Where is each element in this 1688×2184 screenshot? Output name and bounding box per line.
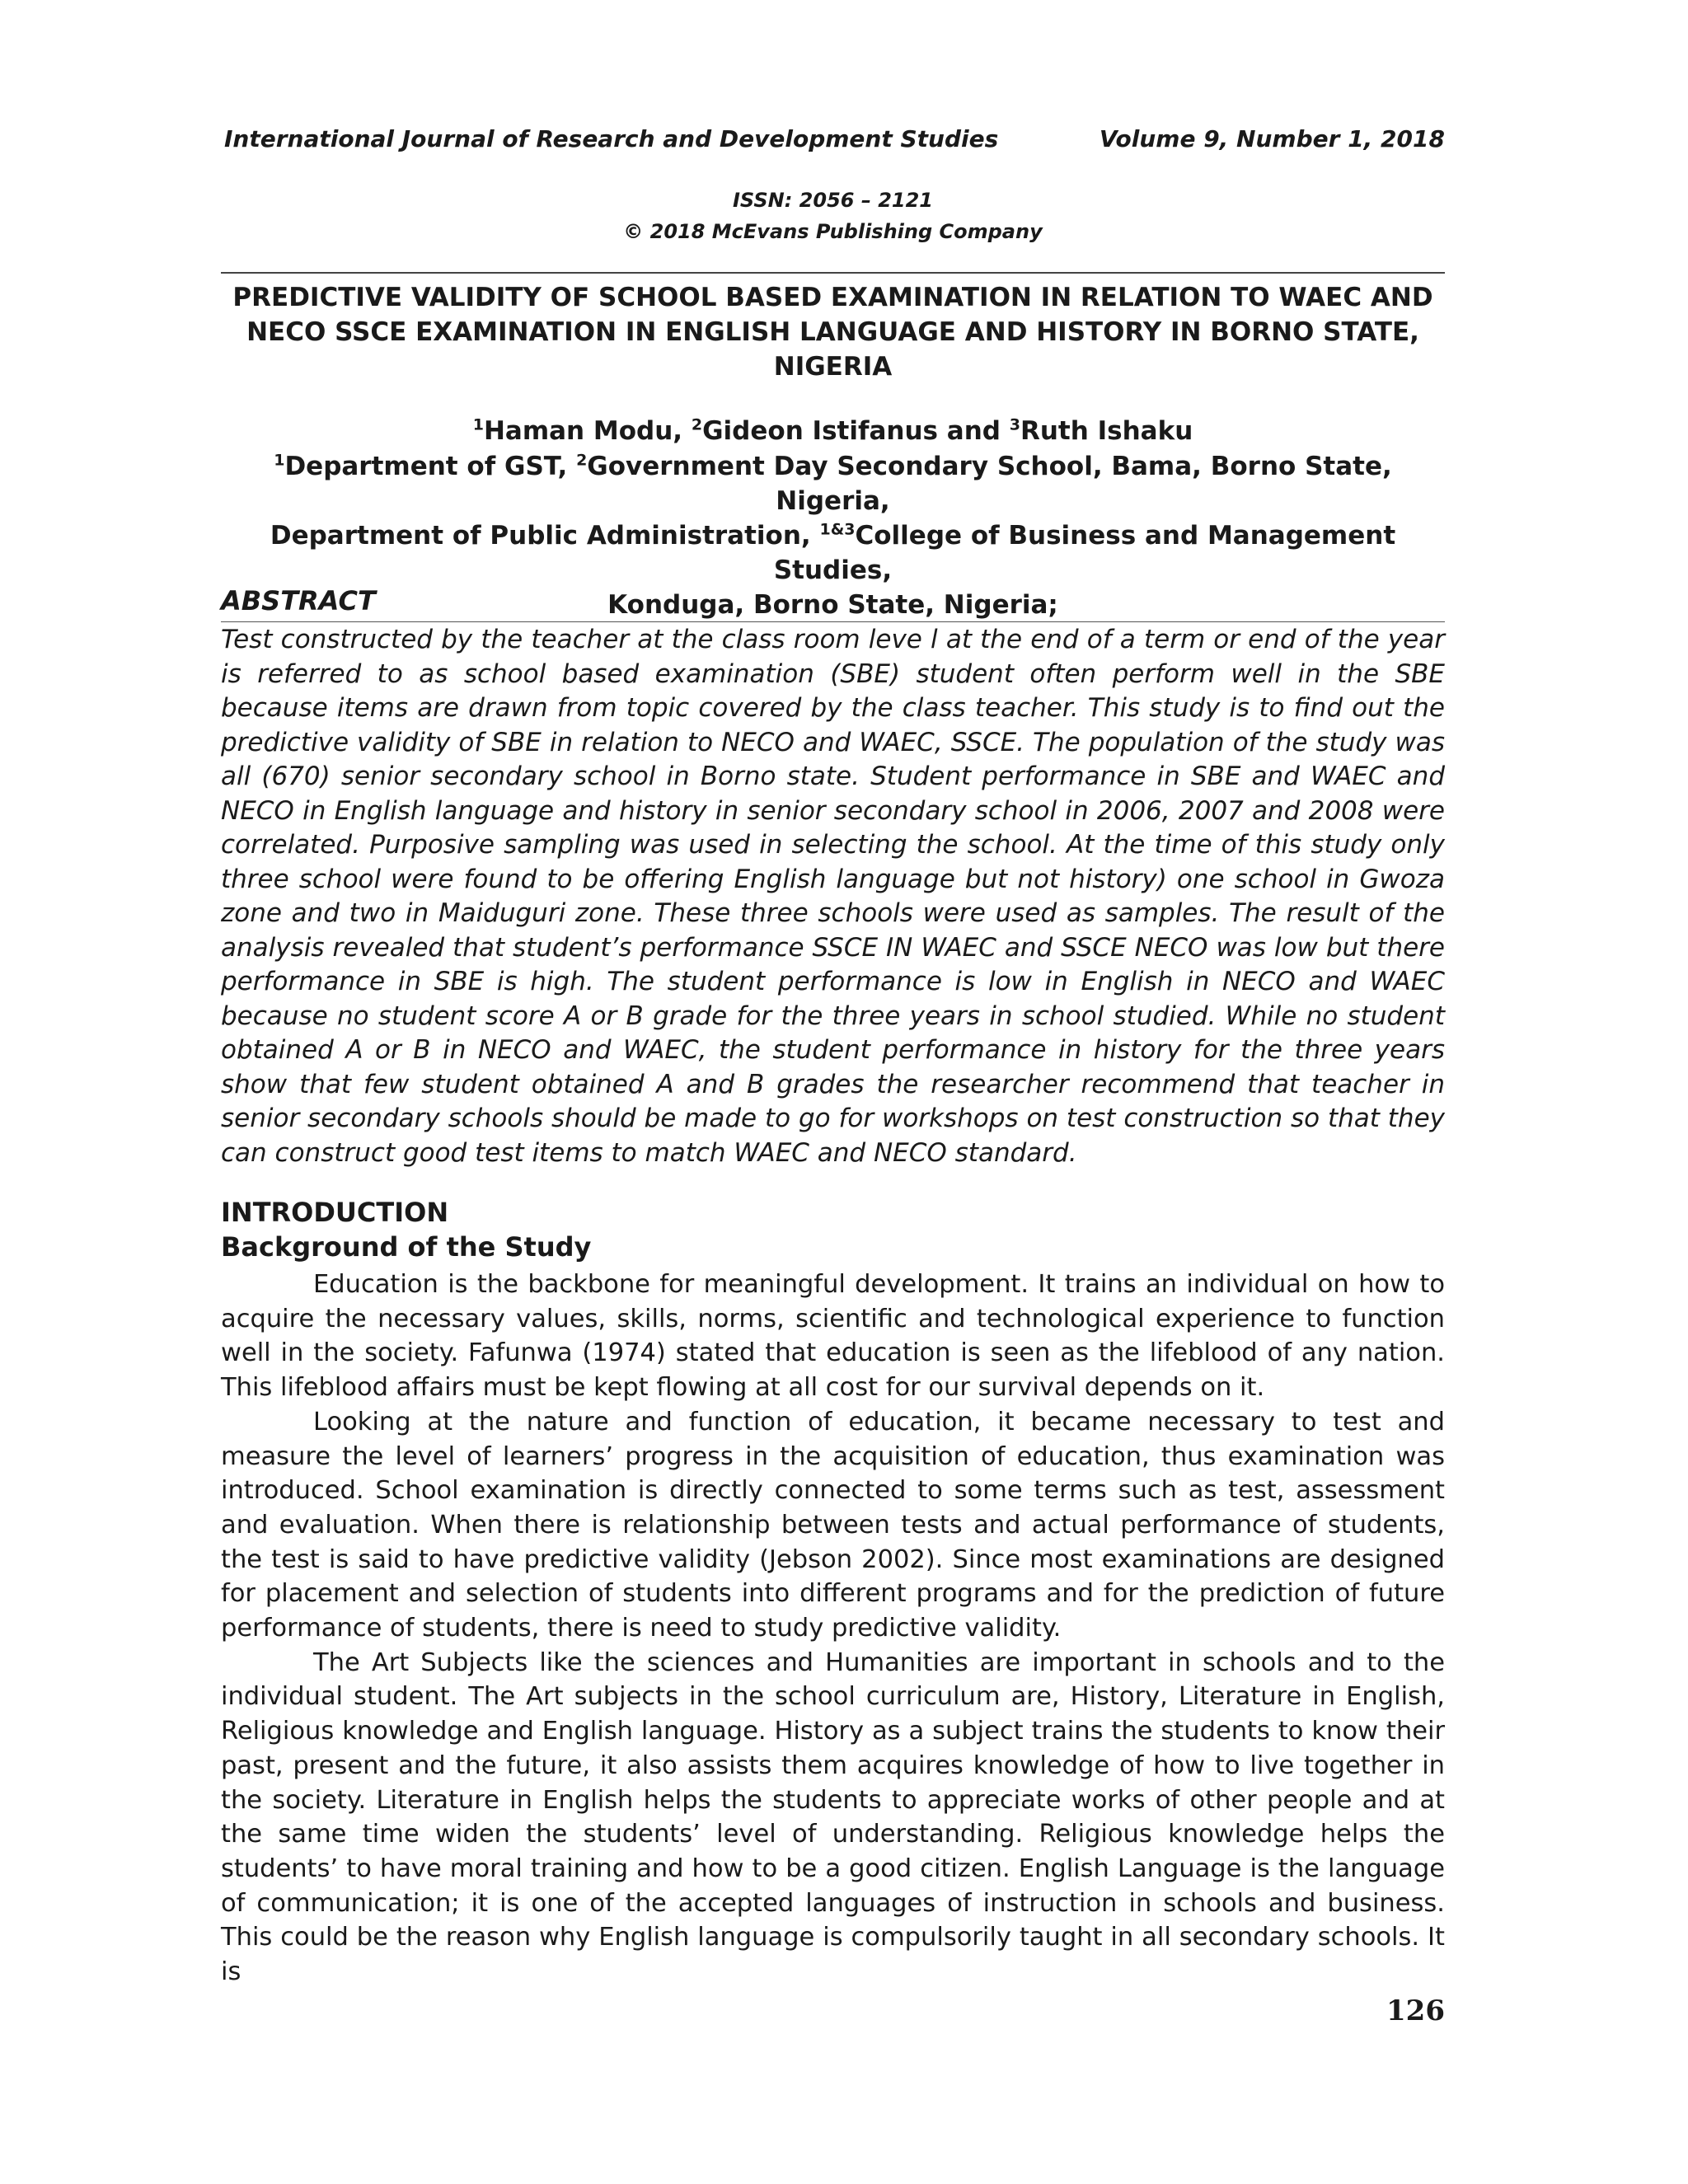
affiliations [221, 449, 1445, 622]
background-subheading: Background of the Study [221, 1231, 592, 1263]
copyright: © 2018 McEvans Publishing Company [623, 220, 1043, 243]
paper-page [221, 0, 1445, 2184]
affil-2-sup: 2 [576, 451, 588, 470]
affil-gdss: Government Day Secondary School, Bama, Borno State, Nigeria, [587, 452, 1392, 516]
affil-1-sup: 1 [274, 451, 285, 470]
affiliation-line-1 [221, 449, 1445, 518]
issn-block [221, 185, 1445, 247]
author-2: Gideon Istifanus and [702, 416, 1010, 446]
affiliation-line-3: Konduga, Borno State, Nigeria; [607, 590, 1058, 620]
affil-gst: Department of GST, [284, 452, 577, 481]
author-3-sup: 3 [1009, 415, 1020, 434]
volume-info: Volume 9, Number 1, 2018 [1099, 125, 1445, 152]
page-number: 126 [1386, 1994, 1445, 2027]
author-1: Haman Modu, [483, 416, 692, 446]
affil-college: College of Business and Management Studies, [773, 521, 1396, 585]
abstract-text: Test constructed by the teacher at the class room leve l at the end of a term or end of the year is referred to as school based examination (SBE) student often perform well in the SBE because items are drawn from topic covered by the class teacher. This study is to find out the predictive validity of SBE in relation to NECO and WAEC, SSCE. The population of the study was all (670) senior secondary school in Borno state. Student performance in SBE and WAEC and NECO in English language and history in senior secondary school in 2006, 2007 and 2008 were correlated. Purposive sampling was used in selecting the school. At the time of this study only three school were found to be offering English language but not history) one school in Gwoza zone and two in Maiduguri zone. These three schools were used as samples. The result of the analysis revealed that student’s performance SSCE IN WAEC and SSCE NECO was low but there performance in SBE is high. The student performance is low in English in NECO and WAEC because no student score A or B grade for the three years in school studied. While no student obtained A or B in NECO and WAEC, the student performance in history for the three years show that few student obtained A and B grades the researcher recommend that teacher in senior secondary schools should be made to go for workshops on test construction so that they can construct good test items to match WAEC and NECO standard. [221, 625, 1445, 1168]
abstract-heading: ABSTRACT [221, 585, 376, 616]
affil-13-sup: 1&3 [819, 520, 856, 539]
running-header [224, 125, 1445, 152]
header-divider [221, 272, 1445, 274]
paragraph: Looking at the nature and function of education, it became necessary to test and measure the level of learners’ progress in the acquisition of education, thus examination was introduced. School examination is directly connected to some terms such as test, assessment and evaluation. When there is relationship between tests and actual performance of students, the test is said to have predictive validity (Jebson 2002). Since most examinations are designed for placement and selection of students into different programs and for the prediction of future performance of students, there is need to study predictive validity. [221, 1407, 1445, 1643]
issn: ISSN: 2056 – 2121 [733, 189, 933, 212]
journal-name: International Journal of Research and Development Studies [224, 125, 999, 152]
author-list [221, 414, 1445, 448]
paragraph: The Art Subjects like the sciences and Humanities are important in schools and to the individual student. The Art subjects in the school curriculum are, History, Literature in English, Religious knowledge and English language. History as a subject trains the students to know their past, present and the future, it also assists them acquires knowledge of how to live together in the society. Literature in English helps the students to appreciate works of other people and at the same time widen the students’ level of understanding. Religious knowledge helps the students’ to have moral training and how to be a good citizen. English Language is the language of communication; it is one of the accepted languages of instruction in schools and business. This could be the reason why English language is compulsorily taught in all secondary schools. It is [221, 1647, 1445, 1987]
abstract-divider [221, 621, 1445, 622]
author-3: Ruth Ishaku [1020, 416, 1193, 446]
author-1-sup: 1 [472, 415, 484, 434]
introduction-heading: INTRODUCTION [221, 1197, 449, 1228]
paragraph: Education is the backbone for meaningful development. It trains an individual on how to acquire the necessary values, skills, norms, scientific and technological experience to function well in the society. Fafunwa (1974) stated that education is seen as the lifeblood of any nation. This lifeblood affairs must be kept flowing at all cost for our survival depends on it. [221, 1270, 1445, 1403]
author-2-sup: 2 [691, 415, 703, 434]
affil-pubadmin: Department of Public Administration, [270, 521, 820, 551]
introduction-body [221, 1268, 1445, 1990]
affiliation-line-2 [221, 518, 1445, 588]
paper-title: PREDICTIVE VALIDITY OF SCHOOL BASED EXAMINATION IN RELATION TO WAEC AND NECO SSCE EXAMINATION IN ENGLISH LANGUAGE AND HISTORY IN BORNO STATE, NIGERIA [232, 283, 1433, 382]
